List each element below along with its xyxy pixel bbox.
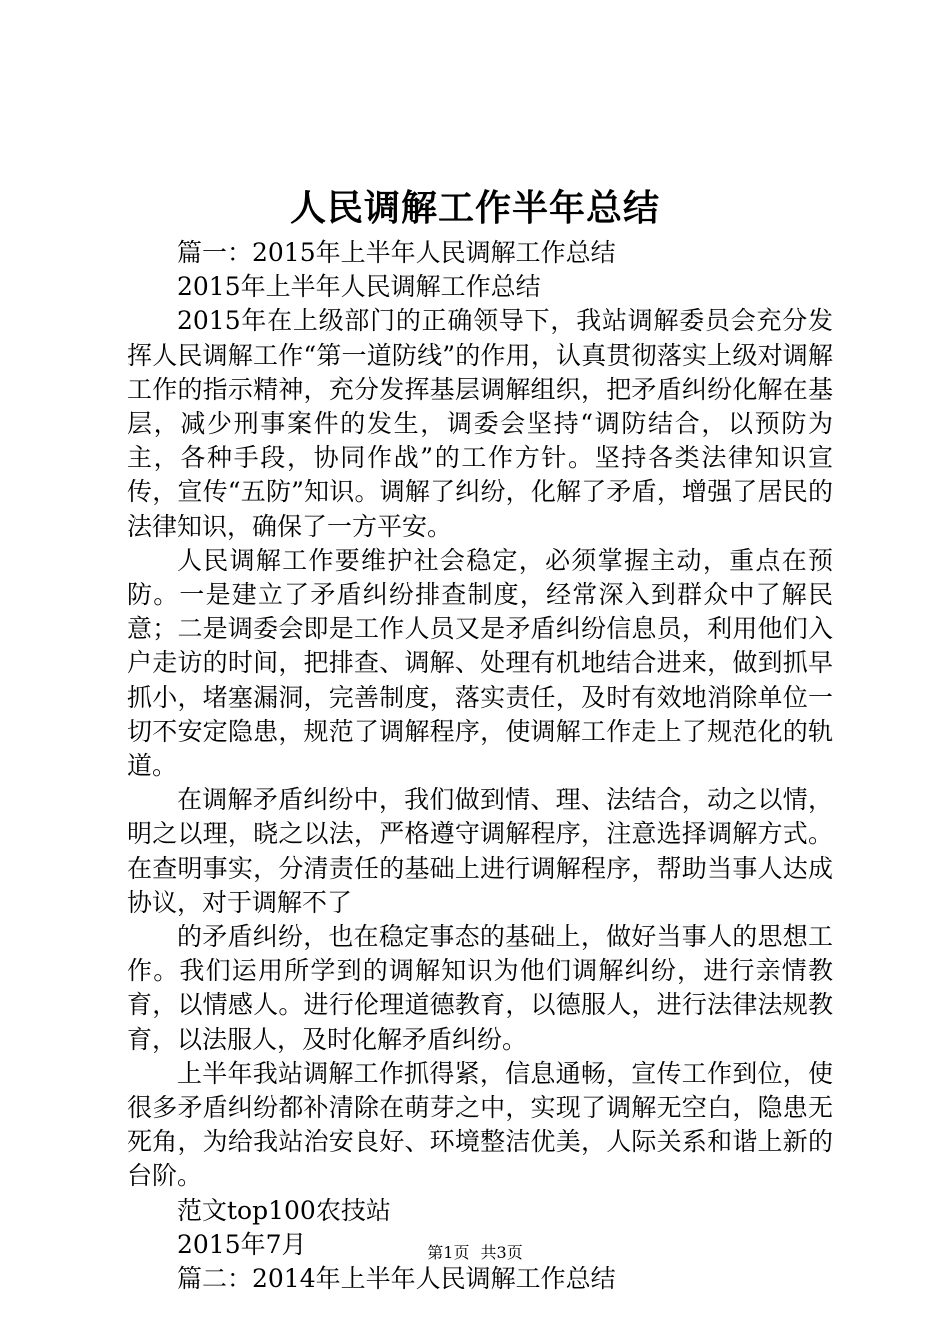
paragraph-date: 2015年7月 <box>177 1229 307 1259</box>
page-total: 共3页 <box>480 1243 523 1262</box>
paragraph-signature: 范文top100农技站 <box>177 1195 391 1225</box>
page-footer <box>0 1243 950 1263</box>
paragraph-body-5: 上半年我站调解工作抓得紧，信息通畅，宣传工作到位，使很多矛盾纠纷都补清除在萌芽之中，实现了调解无空白，隐患无死角，为给我站治安良好、环境整洁优美，人际关系和谐上新的台阶。 <box>127 1058 833 1191</box>
paragraph-section-heading-1: 篇一：2015年上半年人民调解工作总结 <box>177 238 616 267</box>
document-title: 人民调解工作半年总结 <box>289 187 660 229</box>
paragraph-body-4: 的矛盾纠纷，也在稳定事态的基础上，做好当事人的思想工作。我们运用所学到的调解知识为他们调解纠纷，进行亲情教育，以情感人。进行伦理道德教育，以德服人，进行法律法规教育，以法服人，及时化解矛盾纠纷。 <box>127 922 833 1054</box>
paragraph-body-2: 人民调解工作要维护社会稳定，必须掌握主动，重点在预防。一是建立了矛盾纠纷排查制度，经常深入到群众中了解民意；二是调委会即是工作人员又是矛盾纠纷信息员，利用他们入户走访的时间，把排查、调解、处理有机地结合进来，做到抓早抓小，堵塞漏洞，完善制度，落实责任，及时有效地消除单位一切不安定隐患，规范了调解程序，使调解工作走上了规范化的轨道。 <box>127 545 833 781</box>
page-number: 第1页 <box>427 1243 470 1262</box>
paragraph-section-heading-2: 篇二：2014年上半年人民调解工作总结 <box>177 1264 616 1294</box>
paragraph-body-3: 在调解矛盾纠纷中，我们做到情、理、法结合，动之以情，明之以理，晓之以法，严格遵守调解程序，注意选择调解方式。在查明事实，分清责任的基础上进行调解程序，帮助当事人达成协议，对于调解不了 <box>127 785 833 917</box>
document-body <box>127 236 833 1296</box>
paragraph-subtitle: 2015年上半年人民调解工作总结 <box>177 272 541 302</box>
paragraph-body-1: 2015年在上级部门的正确领导下，我站调解委员会充分发挥人民调解工作“第一道防线”的作用，认真贯彻落实上级对调解工作的指示精神，充分发挥基层调解组织，把矛盾纠纷化解在基层，减少刑事案件的发生，调委会坚持“调防结合，以预防为主，各种手段，协同作战”的工作方针。坚持各类法律知识宣传，宣传“五防”知识。调解了纠纷，化解了矛盾，增强了居民的法律知识，确保了一方平安。 <box>127 306 833 541</box>
